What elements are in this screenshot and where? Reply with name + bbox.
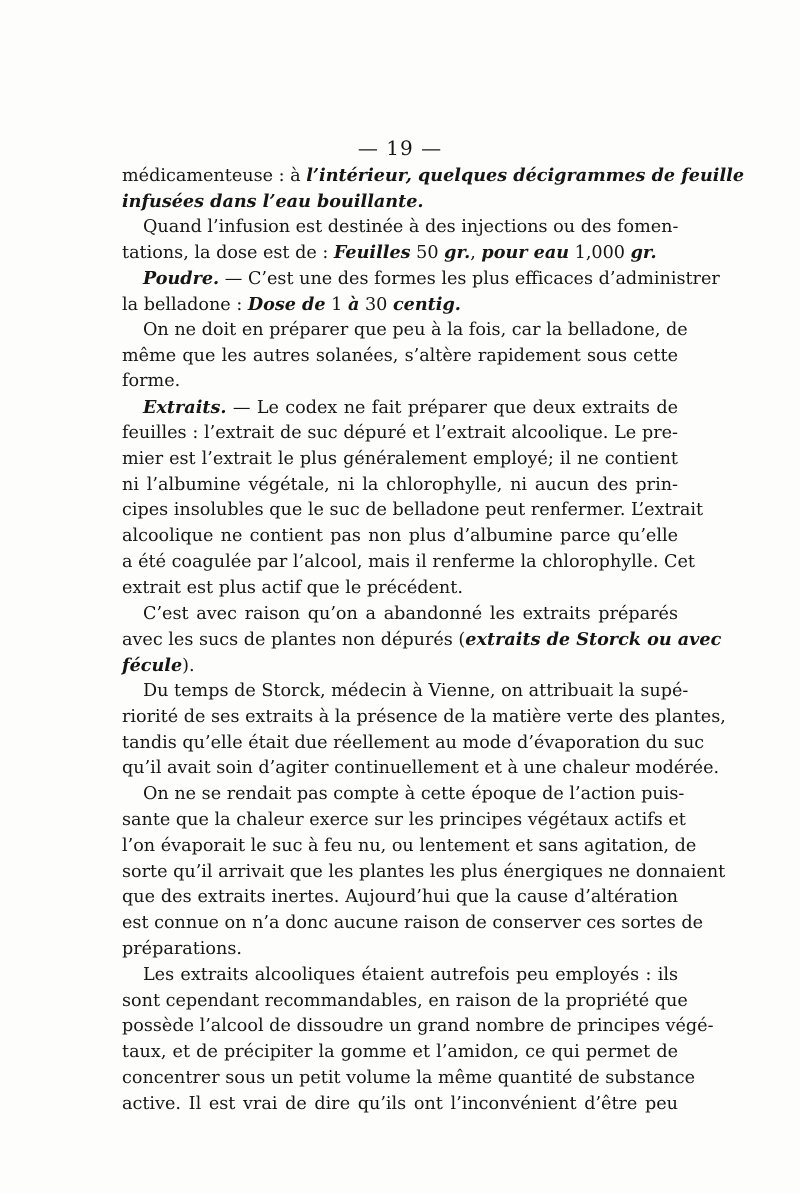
text-segment: Quand l’infusion est destinée à des injections ou des fomen- — [143, 216, 679, 237]
text-line — [122, 318, 688, 344]
text-line — [122, 808, 686, 834]
text-segment: a été coagulée par l’alcool, mais il renferme la chlorophylle. Cet — [122, 551, 695, 572]
text-segment: avec les sucs de plantes non dépurés ( — [122, 630, 466, 651]
text-segment: cipes insolubles que le suc de belladone peut renfermer. L’extrait — [122, 500, 704, 521]
italic-text: l’intérieur, quelques décigrammes de feuille — [306, 165, 745, 186]
italic-text: pour eau — [481, 242, 570, 264]
text-line — [122, 705, 726, 731]
text-segment: ni l’albumine végétale, ni la chlorophylle, ni aucun des prin- — [122, 474, 678, 495]
text-line — [122, 911, 704, 937]
text-line — [122, 215, 678, 241]
text-line — [122, 1066, 696, 1092]
text-line — [122, 447, 678, 473]
text-line — [122, 860, 726, 886]
text-segment: que des extraits inertes. Aujourd’hui que la cause d’altération — [122, 887, 678, 908]
text-segment: riorité de ses extraits à la présence de la matière verte des plantes, — [122, 706, 726, 727]
text-segment: active. Il est vrai de dire qu’ils ont l’inconvénient d’être peu — [122, 1093, 678, 1114]
text-line — [122, 653, 678, 679]
text-line — [122, 731, 705, 757]
text-segment: Du temps de Storck, médecin à Vienne, on attribuait la supé- — [143, 680, 689, 701]
text-segment: la belladone : — [122, 294, 248, 315]
text-line — [122, 240, 678, 266]
text-segment: Les extraits alcooliques étaient autrefois peu employés : ils — [143, 964, 678, 985]
text-line — [122, 498, 704, 524]
text-segment: , — [470, 243, 482, 264]
text-line — [122, 266, 720, 292]
italic-text: extraits de Storck ou avec — [465, 629, 722, 651]
text-line — [122, 1092, 678, 1118]
text-segment: alcoolique ne contient pas non plus d’albumine parce qu’elle — [122, 526, 678, 547]
italic-text: centig. — [392, 293, 461, 315]
italic-text: Extraits. — [143, 397, 227, 419]
text-segment: est connue on n’a donc aucune raison de conserver ces sortes de — [122, 913, 704, 934]
italic-text: Dose de — [247, 293, 326, 315]
text-line — [122, 163, 745, 189]
text-segment: C’est avec raison qu’on a abandonné les extraits préparés — [143, 603, 678, 624]
text-line — [122, 344, 678, 370]
text-line — [122, 473, 678, 499]
text-segment: — Le codex ne fait préparer que deux extraits de — [226, 398, 678, 419]
text-segment: médicamenteuse : à — [122, 166, 307, 186]
text-line — [122, 524, 678, 550]
text-line — [122, 602, 678, 628]
italic-text: gr. — [444, 242, 471, 264]
text-segment: taux, et de précipiter la gomme et l’amidon, ce qui permet de — [122, 1042, 678, 1063]
text-segment: sont cependant recommandables, en raison de la propriété que — [122, 990, 688, 1011]
text-line — [122, 885, 678, 911]
text-segment: 1,000 — [569, 243, 631, 264]
text-line — [122, 679, 689, 705]
text-segment: — C’est une des formes les plus efficaces d’administrer — [219, 269, 720, 290]
text-segment: mier est l’extrait le plus généralement employé; il ne contient — [122, 448, 678, 469]
text-segment: On ne se rendait pas compte à cette époque de l’action puis- — [143, 784, 685, 805]
text-segment: sante que la chaleur exerce sur les principes végétaux actifs et — [122, 809, 686, 830]
text-segment: ). — [182, 656, 195, 677]
italic-text: fécule — [122, 655, 183, 677]
text-segment: 1 — [325, 294, 348, 315]
text-segment: forme. — [122, 371, 181, 392]
text-line — [122, 292, 678, 318]
text-segment: tandis qu’elle était due réellement au mode d’évaporation du suc — [122, 732, 705, 753]
text-segment: concentrer sous un petit volume la même quantité de substance — [122, 1067, 696, 1088]
italic-text: Feuilles — [333, 242, 411, 264]
text-segment: On ne doit en préparer que peu à la fois, car la belladone, de — [143, 319, 688, 340]
text-segment: 30 — [359, 294, 393, 315]
italic-text: infusées dans l’eau bouillante. — [122, 190, 424, 212]
text-segment: tations, la dose est de : — [122, 243, 334, 264]
text-segment: qu’il avait soin d’agiter continuellement et à une chaleur modérée. — [122, 758, 720, 779]
text-line — [122, 395, 678, 421]
text-segment: l’on évaporait le suc à feu nu, ou lentement et sans agitation, de — [122, 835, 697, 856]
body-text — [122, 163, 745, 1117]
text-segment: extrait est plus actif que le précédent. — [122, 577, 463, 598]
text-line — [122, 963, 678, 989]
text-segment: préparations. — [122, 938, 242, 959]
text-line — [122, 1040, 678, 1066]
text-line — [122, 627, 722, 653]
text-line — [122, 989, 688, 1015]
text-segment: 50 — [410, 243, 445, 264]
text-line — [122, 1014, 714, 1040]
page-number: — 19 — — [357, 136, 443, 160]
text-line — [122, 189, 678, 215]
text-segment: feuilles : l’extrait de suc dépuré et l’extrait alcoolique. Le pre- — [122, 422, 678, 443]
text-line — [122, 782, 685, 808]
text-line — [122, 550, 695, 576]
text-segment: même que les autres solanées, s’altère rapidement sous cette — [122, 345, 678, 366]
italic-text: Poudre. — [143, 268, 220, 290]
text-line — [122, 756, 720, 782]
text-line — [122, 576, 678, 602]
text-line — [122, 834, 697, 860]
italic-text: gr. — [630, 242, 657, 264]
text-segment: possède l’alcool de dissoudre un grand nombre de principes végé- — [122, 1016, 714, 1037]
text-line — [122, 937, 678, 963]
italic-text: à — [347, 293, 360, 315]
text-line — [122, 421, 678, 447]
text-line — [122, 369, 678, 395]
text-segment: sorte qu’il arrivait que les plantes les plus énergiques ne donnaient — [122, 861, 726, 882]
